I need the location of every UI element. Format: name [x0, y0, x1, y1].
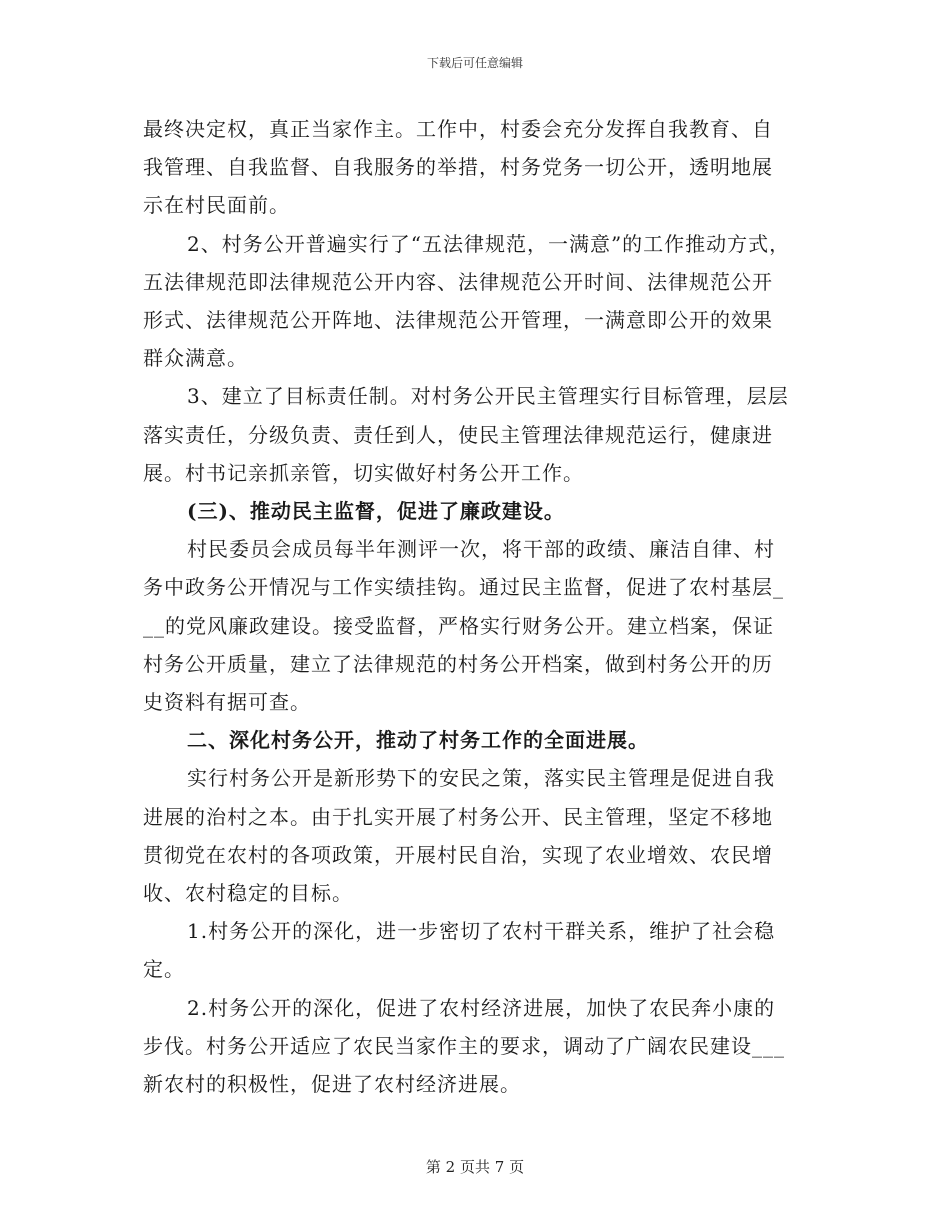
- text-line: 3、建立了目标责任制。对村务公开民主管理实行目标管理，层层: [187, 384, 789, 409]
- text-line: 村民委员会成员每半年测评一次，将干部的政绩、廉洁自律、村: [187, 537, 775, 562]
- text-line: 贯彻党在农村的各项政策，开展村民自治，实现了农业增效、农民增: [143, 842, 773, 867]
- paragraph: [143, 530, 815, 721]
- page-header: 下载后可任意编辑: [426, 56, 523, 70]
- text-line: __的党风廉政建设。接受监督，严格实行财务公开。建立档案，保证: [143, 613, 774, 638]
- text-line: 定。: [143, 957, 185, 982]
- text-line: 村务公开质量，建立了法律规范的村务公开档案，做到村务公开的历: [143, 651, 773, 676]
- text-line: 收、农村稳定的目标。: [143, 881, 353, 906]
- text-line: 我管理、自我监督、自我服务的举措，村务党务一切公开，透明地展: [143, 155, 773, 180]
- text-line: 实行村务公开是新形势下的安民之策，落实民主管理是促进自我: [187, 766, 775, 791]
- text-line: 步伐。村务公开适应了农民当家作主的要求，调动了广阔农民建设___: [143, 1033, 785, 1058]
- paragraph: [143, 912, 815, 988]
- text-line: 五法律规范即法律规范公开内容、法律规范公开时间、法律规范公开: [143, 269, 773, 294]
- text-line: 2、村务公开普遍实行了“五法律规范，一满意”的工作推动方式，: [187, 231, 791, 256]
- text-line: 新农村的积极性，促进了农村经济进展。: [143, 1072, 521, 1097]
- paragraph: [143, 377, 815, 492]
- section-heading: [143, 721, 815, 759]
- text-line: 进展的治村之本。由于扎实开展了村务公开、民主管理，坚定不移地: [143, 804, 773, 829]
- text-line: 2.村务公开的深化，促进了农村经济进展，加快了农民奔小康的: [187, 995, 776, 1020]
- text-line: 形式、法律规范公开阵地、法律规范公开管理，一满意即公开的效果: [143, 308, 773, 333]
- text-line: 落实责任，分级负责、责任到人，使民主管理法律规范运行，健康进: [143, 422, 773, 447]
- section-heading: [143, 492, 815, 530]
- text-line: 务中政务公开情况与工作实绩挂钩。通过民主监督，促进了农村基层_: [143, 575, 784, 600]
- text-line: 史资料有据可查。: [143, 690, 311, 715]
- text-line: 最终决定权，真正当家作主。工作中，村委会充分发挥自我教育、自: [143, 117, 773, 141]
- paragraph: [143, 225, 815, 378]
- heading-text: 二、深化村务公开，推动了村务工作的全面进展。: [187, 728, 649, 753]
- document-body: [143, 110, 815, 1103]
- text-line: 示在村民面前。: [143, 193, 290, 218]
- text-line: 群众满意。: [143, 346, 248, 371]
- paragraph: [143, 989, 815, 1104]
- text-line: 1.村务公开的深化，进一步密切了农村干群关系，维护了社会稳: [187, 919, 776, 944]
- heading-text: (三)、推动民主监督，促进了廉政建设。: [187, 499, 565, 524]
- paragraph: [143, 759, 815, 912]
- page-footer: 第 2 页共 7 页: [425, 1158, 525, 1176]
- text-line: 展。村书记亲抓亲管，切实做好村务公开工作。: [143, 460, 584, 485]
- paragraph: [143, 110, 815, 225]
